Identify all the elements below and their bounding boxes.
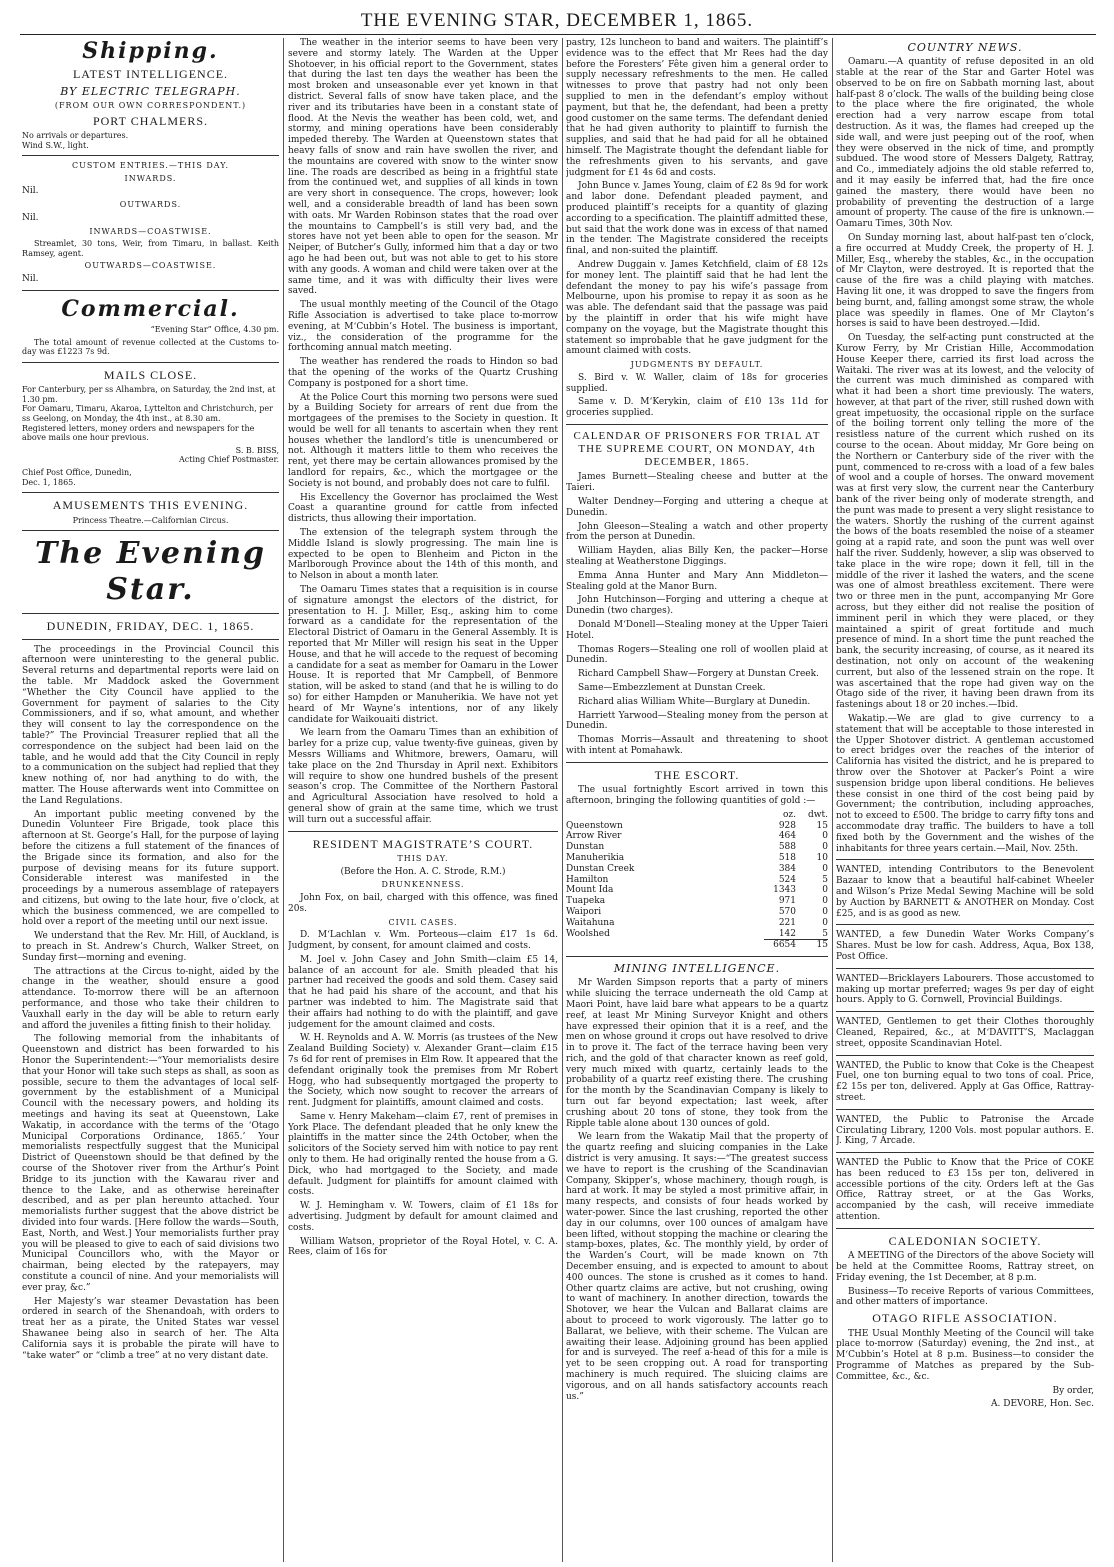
port-heading: PORT CHALMERS. xyxy=(92,113,209,128)
escort-row xyxy=(566,842,828,853)
rifle-by-order: By order, xyxy=(1052,1385,1094,1396)
escort-row xyxy=(566,831,828,842)
escort-row xyxy=(566,885,828,896)
divider xyxy=(22,290,279,291)
advertisements xyxy=(836,859,1094,1223)
calendar-heading: CALENDAR OF PRISONERS FOR TRIAL AT THE SUPREME COURT, ON MONDAY, 4th DECEMBER, 1865. xyxy=(573,429,821,469)
prisoner-entry: Same—Embezzlement at Dunstan Creek. xyxy=(578,683,766,693)
court-case: Same v. Henry Makeham—claim £7, rent of premises in York Place. The defendant pleaded that he only knew the plaintiffs in the matter since the 24th October, when the solicitors of the Society served him with notice to pay rent only to them. He had originally rented the house from a G. Dick, who had mortgaged to the Society, and made default. Judgment for plaintiffs for amount claimed with costs. xyxy=(288,1111,558,1198)
column-divider xyxy=(832,38,833,1562)
rifle-signature: A. DEVORE, Hon. Sec. xyxy=(991,1399,1094,1410)
escort-total-oz: 6654 xyxy=(764,940,796,951)
article-paragraph: On Tuesday, the self-acting punt constructed at the Kurow Ferry, by Mr Cristian Hille, Accommodation House Keeper there, carried its first load across the Waitaki. The river was at its lowest, and the velocity of the current was much diminished as compared with what it had been a short time previously. The waters, however, at that part of the river, still rushed down with great impetuosity, the occasional ripple on the surface of the boiling torrent only telling the more of the resistless nature of the current which rushed on its course to the ocean. About midday, Mr Gore being on the Northern or Canterbury side of the river with the punt, commenced to re-cross with a load of a few bales of wool and a couple of horses. The onward movement was at first very slow, the current near the Canterbury bank of the river being only of moderate strength, and the punt was made to present a very slight resistance to the waters. Shortly the rushing of the current against the bows of the boats resembled the noise of a steamer going at a rapid rate, and soon the punt was well over half the river. Suddenly, however, a slip was observed to take place in the wire rope; down it fell, till in the middle of the river it lashed the waters, and the scene was one of almost breathless excitement. There were two or three men in the punt, accompanying Mr Gore across, but they either did not realise the position of imminent peril in which they were placed, or they maintained a spirit of great fortitude and much presence of mind. In a short time the punt reached the bank, the security increasing, of course, as it neared its destination, not only on account of the weakening current, but also of the lessened strain on the rope. It was ascertained that the rope had given way on the Otago side of the river, it having been drawn from its fastenings about 18 or 20 inches.—Ibid. xyxy=(836,333,1094,711)
court-case: William Watson, proprietor of the Royal Hotel, v. C. A. Rees, claim of 16s for xyxy=(288,1236,558,1258)
column-4 xyxy=(836,38,1094,1562)
divider xyxy=(836,1055,1094,1056)
divider xyxy=(836,1011,1094,1012)
escort-cell-oz: 384 xyxy=(778,863,796,874)
escort-cell-place: Manuherikia xyxy=(566,852,625,863)
divider xyxy=(836,968,1094,969)
article-paragraph: The Oamaru Times states that a requisition is in course of signature amongst the electors of the district, for presentation to H. J. Miller, Esq., asking him to come forward as a candidate for the representation of the Electoral District of Oamaru in the General Assembly. It is reported that Mr Miller will resign his seat in the Upper House, and that he will accede to the request of becoming a candidate for a seat as member for Oamaru in the Lower House. It is reported that Mr Campbell, of Benmore station, will be asked to stand (and that he is willing to do so) for either Hampden or Manuherikia. We have not yet heard of Mr Wayne’s intentions, nor of any likely candidate for Waikouaiti district. xyxy=(288,585,558,725)
inwards-coastwise-text: Streamlet, 30 tons, Weir, from Timaru, in ballast. Keith Ramsey, agent. xyxy=(22,239,279,258)
escort-cell-oz: 518 xyxy=(778,852,796,863)
divider xyxy=(566,762,828,763)
divider xyxy=(836,1152,1094,1153)
article-paragraph: Mr Warden Simpson reports that a party of miners while sluicing the terrace underneath the old Camp at Maori Point, have laid bare what appears to be a quartz reef, at least Mr Mining Surveyor Knight and others have expressed their opinion that it is a reef, and the men on whose ground it crops out have resolved to drive in to prove it. The fact of the terrace having been very rich, and the gold of that character known as reef gold, very much mixed with quartz, certainly leads to the probability of a quartz reef existing there. The crushing for the month by the Scandinavian Company is likely to turn out far beyond expectation; last week, after crushing about 20 tons of stone, they took from the Ripple table alone about 130 ounces of gold. xyxy=(566,978,828,1129)
article-paragraph: The usual monthly meeting of the Council of the Otago Rifle Association is advertised to take place to-morrow evening, at M‘Cubbin’s Hotel. The business is important, viz., the consideration of the programme for the forthcoming annual match meeting. xyxy=(288,300,558,354)
court-case: Andrew Duggain v. James Ketchfield, claim of £8 12s for money lent. The plaintiff said that he had lent the defendant the money to pay his wife’s passage from Melbourne, upon his promise to repay it as soon as he was able. The defendant said that the passage was paid by the plaintiff in order that his wife might have company on the voyage, but the Magistrate thought this statement so improbable that he gave judgment for the amount claimed with costs. xyxy=(566,259,828,357)
prisoner-entry: Richard alias William White—Burglary at Dunedin. xyxy=(578,696,811,707)
top-rule xyxy=(20,34,1096,35)
prisoner-entry: Donald M‘Donell—Stealing money at the Upper Taieri Hotel. xyxy=(566,620,828,641)
escort-heading: THE ESCORT. xyxy=(654,767,740,782)
caledonian-heading: CALEDONIAN SOCIETY. xyxy=(888,1233,1042,1248)
escort-cell-dwt: 0 xyxy=(822,906,828,917)
article-paragraph: The extension of the telegraph system through the Middle Island is slowly progressing. The main line is expected to be open to Blenheim and Picton in the Marlborough Province about the 14th of this month, and to Nelson in about a month later. xyxy=(288,528,558,582)
escort-col-oz: oz. xyxy=(782,809,796,820)
escort-cell-oz: 971 xyxy=(778,896,796,907)
classified-ad: WANTED the Public to Know that the Price of COKE has been reduced to £3 15s per ton, delivered in accessible portions of the city. Orders left at the Gas Office, Rattray street, or at the Gas Works, accompanied by the cash, will receive immediate attention. xyxy=(836,1158,1094,1223)
escort-cell-dwt: 10 xyxy=(816,852,828,863)
telegraph-subheading: BY ELECTRIC TELEGRAPH. xyxy=(60,84,241,98)
divider xyxy=(22,362,279,363)
divider xyxy=(288,831,558,832)
escort-cell-dwt: 0 xyxy=(822,885,828,896)
escort-table xyxy=(566,810,828,951)
inwards-coastwise-heading: INWARDS—COASTWISE. xyxy=(89,226,212,236)
article-paragraph: Her Majesty’s war steamer Devastation has been ordered in search of the Shenandoah, with orders to treat her as a pirate, the United States war vessel Shawanee being also in search of her. The Alta California says it is probable the pirate will have to “take water” or “climb a tree” at no very distant date. xyxy=(22,1296,279,1361)
article-paragraph: We learn from the Oamaru Times than an exhibition of barley for a prize cup, value twenty-five guineas, given by Messrs Williams and Whitmore, brewers, Oamaru, will take place on the 2nd Thursday in April next. Exhibitors will require to show one hundred bushels of the present season’s crop. The Committee of the Northern Pastoral and Agricultural Association have resolved to hold a general show of grain at the same time, which we trust will turn out a successful affair. xyxy=(288,728,558,825)
escort-cell-place: Waitahuna xyxy=(566,917,615,928)
court-heading: RESIDENT MAGISTRATE’S COURT. xyxy=(312,836,534,851)
escort-cell-dwt: 0 xyxy=(822,896,828,907)
judgment-item: Same v. D. M‘Kerykin, claim of £10 13s 11d for groceries supplied. xyxy=(566,397,828,419)
divider xyxy=(566,424,828,425)
escort-cell-dwt: 5 xyxy=(822,874,828,885)
escort-row xyxy=(566,864,828,875)
shipping-heading: Shipping. xyxy=(82,38,219,64)
escort-cell-oz: 524 xyxy=(778,874,796,885)
article-paragraph: We understand that the Rev. Mr. Hill, of Auckland, is to preach in St. Andrew’s Church, Walker Street, on Sunday first—morning and evening. xyxy=(22,931,279,963)
custom-entries-heading: CUSTOM ENTRIES.—THIS DAY. xyxy=(71,161,230,171)
escort-cell-place: Woolshed xyxy=(566,928,610,939)
article-paragraph: The weather in the interior seems to have been very severe and stormy lately. The Warden at the Upper Shotoever, in his official report to the Government, states that during the last ten days the weather has been the most broken and unseasonable ever yet known in that district. Several falls of snow have taken place, and the river and its tributaries have been in a constant state of flood. At the Nevis the weather has been cold, wet, and stormy, and mining operations have been considerably impeded thereby. The Warden at Queenstown states that heavy falls of snow and rain have swollen the river, and the mountains are covered with snow to the winter snow line. The roads are described as being in a frightful state from the continued wet, and supplies of all kinds in town are very short in consequence. The crops, however; look well, and a considerable breadth of land has been sown with oats. Mr Warden Robinson states that the road over the mountains to Campbell’s is still very bad, and the stores have not yet been able to open for the season. Mr Neiper, of Butcher’s Gully, informed him that a day or two ago he had been out, but was not able to get to his store with any goods. A woman and child were taken over at the same time, and it was with difficulty their lives were saved. xyxy=(288,38,558,297)
escort-total-dwt: 15 xyxy=(796,940,828,951)
amusements-text: Princess Theatre.—Californian Circus. xyxy=(72,515,229,525)
customs-text: The total amount of revenue collected at the Customs to-day was £1223 7s 9d. xyxy=(22,337,279,357)
page-masthead: THE EVENING STAR, DECEMBER 1, 1865. xyxy=(360,10,754,31)
divider xyxy=(22,155,279,156)
escort-cell-place: Arrow River xyxy=(566,831,622,842)
prisoner-entry: John Gleeson—Stealing a watch and other property from the person at Dunedin. xyxy=(566,521,828,543)
escort-row xyxy=(566,875,828,886)
escort-row xyxy=(566,907,828,918)
column-2 xyxy=(288,38,558,1562)
escort-row xyxy=(566,929,828,940)
dateline: DUNEDIN, FRIDAY, DEC. 1, 1865. xyxy=(46,619,255,634)
prisoner-list xyxy=(566,472,828,756)
escort-cell-place: Dunstan xyxy=(566,842,605,853)
divider xyxy=(22,530,279,531)
outwards-text: Nil. xyxy=(22,212,39,223)
article-paragraph: The following memorial from the inhabitants of Queenstown and district has been forwarded to his Honor the Superintendent:—“Your memorialists desire that your Honor will take such steps as shall, as soon as possible, secure to them the advantages of local self-government by the establishment of a Municipal Council with the necessary powers, and holding its meetings and having its seat at Queenstown, Lake Wakatip, in accordance with the terms of the ‘Otago Municipal Corporations Ordinance, 1865.’ Your memorialists respectfully suggest that the Municipal District of Queenstown should be that defined by the course of the Shotover river from the Arthur’s Point Bridge to its junction with the Kawarau river and thence to the Lake, and as otherwise hereinafter described, and as per plan hereunto attached. Your memorialists further suggest that the above district be divided into four wards. [Here follow the wards—South, East, North, and West.] Your memorialists further pray you will be pleased to give to each of said divisions two Municipal Councillors who, with the Mayor or chairman, being elected by the ratepayers, may constitute a council of nine. And your memorialists will ever pray, &c.” xyxy=(22,1034,279,1293)
article-paragraph: An important public meeting convened by the Dunedin Volunteer Fire Brigade, took place this afternoon at St. George’s Hall, for the purpose of laying before the citizens a full statement of the finances of the Brigade since its formation, and also for the purpose of devising means for its future support. Considerable interest was manifested in the proceedings by a numerous assemblage of ratepayers and citizens, but owing to the late hour, five o’clock, at which the business commenced, we are compelled to hold over a report of the meeting until our next issue. xyxy=(22,809,279,928)
divider xyxy=(836,924,1094,925)
office-time: “Evening Star” Office, 4.30 pm. xyxy=(150,325,279,335)
escort-cell-place: Hamilton xyxy=(566,874,609,885)
escort-cell-oz: 1343 xyxy=(773,885,796,896)
divider xyxy=(22,639,279,640)
escort-cell-oz: 221 xyxy=(778,917,796,928)
outwards-coastwise-heading: OUTWARDS—COASTWISE. xyxy=(84,261,217,271)
divider xyxy=(22,492,279,493)
classified-ad: WANTED—Bricklayers Labourers. Those accustomed to making up mortar preferred; wages 9s per day of eight hours. Apply to G. Cornwell, Provincial Buildings. xyxy=(836,973,1094,1006)
article-paragraph: The weather has rendered the roads to Hindon so bad that the opening of the works of the Quartz Crushing Company is postponed for a short time. xyxy=(288,357,558,389)
court-case: John Fox, on bail, charged with this offence, was fined 20s. xyxy=(288,892,558,914)
court-before: (Before the Hon. A. C. Strode, R.M.) xyxy=(340,866,506,877)
escort-cell-oz: 928 xyxy=(778,820,796,831)
escort-cell-oz: 142 xyxy=(778,928,796,939)
column-divider xyxy=(562,38,563,1562)
classified-ad: WANTED, the Public to know that Coke is the Cheapest Fuel, one ton burning equal to two tons of coal. Price, £2 15s per ton, delivered. Apply at Gas Office, Rattray-street. xyxy=(836,1060,1094,1103)
outwards-coastwise-text: Nil. xyxy=(22,273,39,284)
prisoner-entry: Thomas Rogers—Stealing one roll of woollen plaid at Dunedin. xyxy=(566,644,828,666)
article-paragraph: We learn from the Wakatip Mail that the property of the quartz reefing and sluicing companies in the Lake district is very amusing. It says:—“The greatest success we have to report is the crushing of the Scandinavian Company, Skipper’s, whose machinery, though rough, is hard at work. It may be styled a most primitive affair, in many respects, and consists of four heads worked by water-power. Since the last crushing, reported the other day in our columns, over 100 ounces of amalgam have been lifted, without stopping the machine or clearing the stamp-boxes, plates, &c. The monthly yield, by order of the Warden’s Court, will be made known on 7th December ensuing, and is expected to amount to about 400 ounces. The stone is crushed as it comes to hand. Other quartz claims are active, but not crushing, owing to want of machinery. In another direction, towards the Shotover, we hear the Vulcan and Ballarat claims are about to proceed to work vigorously. The latter go to Ballarat, we believe, with their scheme. The Vulcan are awaiting their lease. Adjoining ground has been applied for and is surveyed. The reef a-head of this for a mile is yet to be seen cropping out. A road for transporting machinery is much required. The sluicing claims are vigorous, and on all hands satisfactory accounts reach us.” xyxy=(566,1132,828,1402)
court-case: M. Joel v. John Casey and John Smith—claim £5 14, balance of an account for ale. Smith pleaded that his partner had received the goods and sold them. Casey said that he had paid his share of the account, and that his partner was indebted to him. The Magistrate said that their affairs had nothing to do with the plaintiff, and gave judgement for the amount claimed and costs. xyxy=(288,954,558,1030)
rifle-text: THE Usual Monthly Meeting of the Council will take place to-morrow (Saturday) evening, the 2nd inst., at M‘Cubbin’s Hotel at 8 p.m. Business—to consider the Programme of Matches as prepared by the Sub-Committee, &c., &c. xyxy=(836,1328,1094,1382)
prisoner-entry: William Hayden, alias Billy Ken, the packer—Horse stealing at Weatherstone Diggings. xyxy=(566,546,828,568)
court-case: W. J. Hemingham v. W. Towers, claim of £1 18s for advertising. Judgment by default for amount claimed and costs. xyxy=(288,1201,558,1233)
caledonian-text: Business—To receive Reports of various Committees, and other matters of importance. xyxy=(836,1286,1094,1308)
divider xyxy=(836,1228,1094,1229)
mails-text: For Canterbury, per ss Alhambra, on Saturday, the 2nd inst, at 1.30 pm. For Oamaru, Timaru, Akaroa, Lyttelton and Christchurch, per ss Geelong, on Monday, the 4th inst., at 8.30 am. Registered letters, money orders and newspapers for the above mails one hour previous. xyxy=(22,385,276,443)
escort-cell-dwt: 0 xyxy=(822,831,828,842)
escort-cell-dwt: 0 xyxy=(822,842,828,853)
civil-cases-heading: CIVIL CASES. xyxy=(388,917,458,927)
judgment-item: S. Bird v. W. Waller, claim of 18s for groceries supplied. xyxy=(566,372,828,394)
escort-cell-place: Mount Ida xyxy=(566,885,614,896)
escort-cell-dwt: 0 xyxy=(822,917,828,928)
caledonian-text: A MEETING of the Directors of the above Society will be held at the Committee Rooms, Rattray street, on Friday evening, the 1st December, at 8 p.m. xyxy=(836,1251,1094,1283)
outwards-heading: OUTWARDS. xyxy=(119,200,182,210)
escort-cell-dwt: 5 xyxy=(822,928,828,939)
escort-cell-place: Tuapeka xyxy=(566,896,606,907)
prisoner-entry: John Hutchinson—Forging and uttering a cheque at Dunedin (two charges). xyxy=(566,595,828,617)
rifle-heading: OTAGO RIFLE ASSOCIATION. xyxy=(872,1311,1058,1326)
correspondent-note: (FROM OUR OWN CORRESPONDENT.) xyxy=(54,100,247,110)
escort-cell-place: Waipori xyxy=(566,906,602,917)
divider xyxy=(22,613,279,614)
article-paragraph: Oamaru.—A quantity of refuse deposited in an old stable at the rear of the Star and Garter Hotel was observed to be on fire on Sabbath morning last, about half-past 8 o’clock. The walls of the building being close to the place where the fire originated, the whole erection had a very narrow escape from total destruction. As it was, the flames had creeped up the side wall, and were just peeping out of the roof, when they were observed in the nick of time, and promptly subdued. The wood store of Messers Dalgety, Rattray, and Co., immediately adjoins the old stable referred to, and it may easily be inferred that, had the fire once gained the mastery, there would have been no probability of preventing the destruction of a large amount of property. The cause of the fire is unknown.—Oamaru Times, 30th Nov. xyxy=(836,57,1094,230)
mails-signature: S. B. BISS, Acting Chief Postmaster. xyxy=(178,445,279,465)
drunkenness-heading: DRUNKENNESS. xyxy=(381,880,465,890)
escort-cell-place: Queenstown xyxy=(566,820,623,831)
escort-cell-place: Dunstan Creek xyxy=(566,863,635,874)
article-paragraph: Wakatip.—We are glad to give currency to a statement that will be acceptable to those interested in the Upper Shotover district. A gentleman accustomed to erect bridges over the reaches of the interior of California has visited the district, and he is prepared to throw over the Shotover at Packer’s Point a wire suspension bridge upon liberal conditions. He believes these consist in one third of the cost being paid by Government; the contribution, including approaches, not to exceed to £500. The bridge to carry fifty tons and accommodate dray traffic. The builders to have a toll fixed both by the Government and the wishes of the inhabitants for three years certain.—Mail, Nov. 25th. xyxy=(836,714,1094,854)
article-paragraph: On Sunday morning last, about half-past ten o’clock, a fire occurred at Muddy Creek, the property of H. J. Miller, Esq., whereby the stables, &c., in the occupation of Mr Clayton, were destroyed. It is reported that the cause of the fire was a child playing with matches. Having lit one, it was dropped to save the fingers from being burnt, and, falling amongst some straw, the whole place was speedily in flames. One of Mr Clayton’s horses is said to have been destroyed.—Idid. xyxy=(836,232,1094,330)
classified-ad: WANTED, intending Contributors to the Benevolent Bazaar to know that a beautiful half-cabinet Wheeler and Wilson’s Prize Medal Sewing Machine will be sold by Auction by BARNETT & ANOTHER on Monday. Cost £25, and is as good as new. xyxy=(836,865,1094,919)
article-paragraph: At the Police Court this morning two persons were sued by a Building Society for arrears of rent due from the mortgagees of the premises to the Society in question. It would be well for all tenants to ascertain when they rent houses whether the landlord’s title is unencumbered or not. Although it matters little to them who receives the rent, yet there may be certain allowances promised by the landlord for repairs, &c., which the mortgagee or the Society is not bound, and probably does not care to fulfil. xyxy=(288,392,558,489)
escort-col-dwt: dwt. xyxy=(808,809,828,820)
escort-cell-dwt: 15 xyxy=(816,820,828,831)
court-case: John Bunce v. James Young, claim of £2 8s 9d for work and labor done. Defendant pleaded payment, and produced plaintiff’s receipts for a quantity of glazing according to a specification. The plaintiff admitted these, but said that the work done was in excess of that named in the tender. The Magistrate considered the receipts final, and non-suited the plaintiff. xyxy=(566,181,828,257)
divider xyxy=(836,859,1094,860)
escort-cell-dwt: 0 xyxy=(822,863,828,874)
escort-cell-oz: 588 xyxy=(778,842,796,853)
judgments-heading: JUDGMENTS BY DEFAULT. xyxy=(630,360,764,370)
commercial-heading: Commercial. xyxy=(61,295,240,322)
court-case: pastry, 12s luncheon to band and waiters. The plaintiff’s evidence was to the effect that Mr Rees had the day before the Foresters’ Fête given him a general order to supply necessary refreshments to the men. He called witnesses to prove that pastry had not only been supplied to men in the defendant’s employ without payment, but that he, the defendant, had been a pretty good customer on the same terms. The defendant denied that he had given authority to plaintiff to furnish the supplies, and said that he had paid for all he obtained himself. The Magistrate thought the defendant liable for the refreshments given to his servants, and gave judgment for £1 4s 6d and costs. xyxy=(566,38,828,178)
mining-heading: MINING INTELLIGENCE. xyxy=(613,962,781,976)
escort-row xyxy=(566,821,828,832)
escort-row xyxy=(566,896,828,907)
mails-place: Chief Post Office, Dunedin, Dec. 1, 1865. xyxy=(22,468,132,487)
court-day: THIS DAY. xyxy=(397,853,449,863)
court-case: D. M‘Lachlan v. Wm. Porteous—claim £17 1s 6d. Judgment, by consent, for amount claimed and costs. xyxy=(288,930,558,951)
classified-ad: WANTED, a few Dunedin Water Works Company’s Shares. Must be low for cash. Address, Aqua, Box 138, Post Office. xyxy=(836,930,1094,962)
inwards-text: Nil. xyxy=(22,186,39,197)
prisoner-entry: Richard Campbell Shaw—Forgery at Dunstan Creek. xyxy=(578,669,819,680)
article-paragraph: The attractions at the Circus to-night, aided by the change in the weather, should ensure a good attendance. To-morrow there will be an afternoon performance, and those who take their children to Vauxhall early in the day will be able to return early and afford the juveniles a fitting finish to their holiday. xyxy=(22,966,279,1031)
prisoner-entry: James Burnett—Stealing cheese and butter at the Taieri. xyxy=(566,472,828,494)
column-divider xyxy=(283,38,284,1562)
mails-heading: MAILS CLOSE. xyxy=(103,367,198,382)
classified-ad: WANTED, Gentlemen to get their Clothes thoroughly Cleaned, Repaired, &c., at M‘DAVITT’S, Maclaggan street, opposite Scandinavian Hotel. xyxy=(836,1017,1094,1049)
divider xyxy=(566,956,828,957)
country-news-heading: COUNTRY NEWS. xyxy=(907,41,1023,54)
amusements-heading: AMUSEMENTS THIS EVENING. xyxy=(52,498,249,513)
court-case: W. H. Reynolds and A. W. Morris (as trustees of the New Zealand Building Society) v. Alexander Grant—claim £15 7s 6d for rent of premises in Elm Row. It appeared that the defendant originally took the premises from Mr Robert Hogg, who had subsequently mortgaged the property to the Society, which now sought to recover the arrears of rent. Judgment for plaintiffs, amount claimed and costs. xyxy=(288,1033,558,1109)
escort-cell-oz: 464 xyxy=(778,831,796,842)
prisoner-entry: Walter Dendney—Forging and uttering a cheque at Dunedin. xyxy=(566,497,828,518)
inwards-heading: INWARDS. xyxy=(124,173,177,183)
column-3 xyxy=(566,38,828,1562)
article-paragraph: His Excellency the Governor has proclaimed the West Coast a quarantine ground for cattle from infected districts, thus allowing their importation. xyxy=(288,492,558,525)
prisoner-entry: Thomas Morris—Assault and threatening to shoot with intent at Pomahawk. xyxy=(566,735,828,756)
prisoner-entry: Harriett Yarwood—Stealing money from the person at Dunedin. xyxy=(566,710,828,732)
article-paragraph: The proceedings in the Provincial Council this afternoon were uninteresting to the general public. Several returns and departmental reports were laid on the table. Mr Maddock asked the Government “Whether the City Council have applied to the Government for payment of salaries to the City Commissioners, and if so, what amount, and whether they will consent to lay the correspondence on the table?” The Provincial Treasurer replied that all the correspondence on the subject had been laid on the table, and he would add that the City Council in reply to a communication on the subject had replied that they knew nothing of, nor had anything to do with, the matter. The House afterwards went into Committee on the Land Regulations. xyxy=(22,644,279,806)
column-1 xyxy=(22,38,279,1562)
divider xyxy=(836,1109,1094,1110)
prisoner-entry: Emma Anna Hunter and Mary Ann Middleton—Stealing gold at the Manor Burn. xyxy=(566,570,828,592)
escort-text: The usual fortnightly Escort arrived in town this afternoon, bringing the following quantities of gold :— xyxy=(566,785,828,806)
arrivals-text: No arrivals or departures. Wind S.W., light. xyxy=(22,130,129,150)
escort-cell-oz: 570 xyxy=(778,906,796,917)
escort-row xyxy=(566,853,828,864)
paper-title: The Evening Star. xyxy=(34,536,267,608)
classified-ad: WANTED, the Public to Patronise the Arcade Circulating Library, 1200 Vols. most popular authors. E. J. King, 7 Arcade. xyxy=(836,1114,1094,1147)
latest-intelligence-heading: LATEST INTELLIGENCE. xyxy=(72,67,229,82)
escort-row xyxy=(566,918,828,929)
